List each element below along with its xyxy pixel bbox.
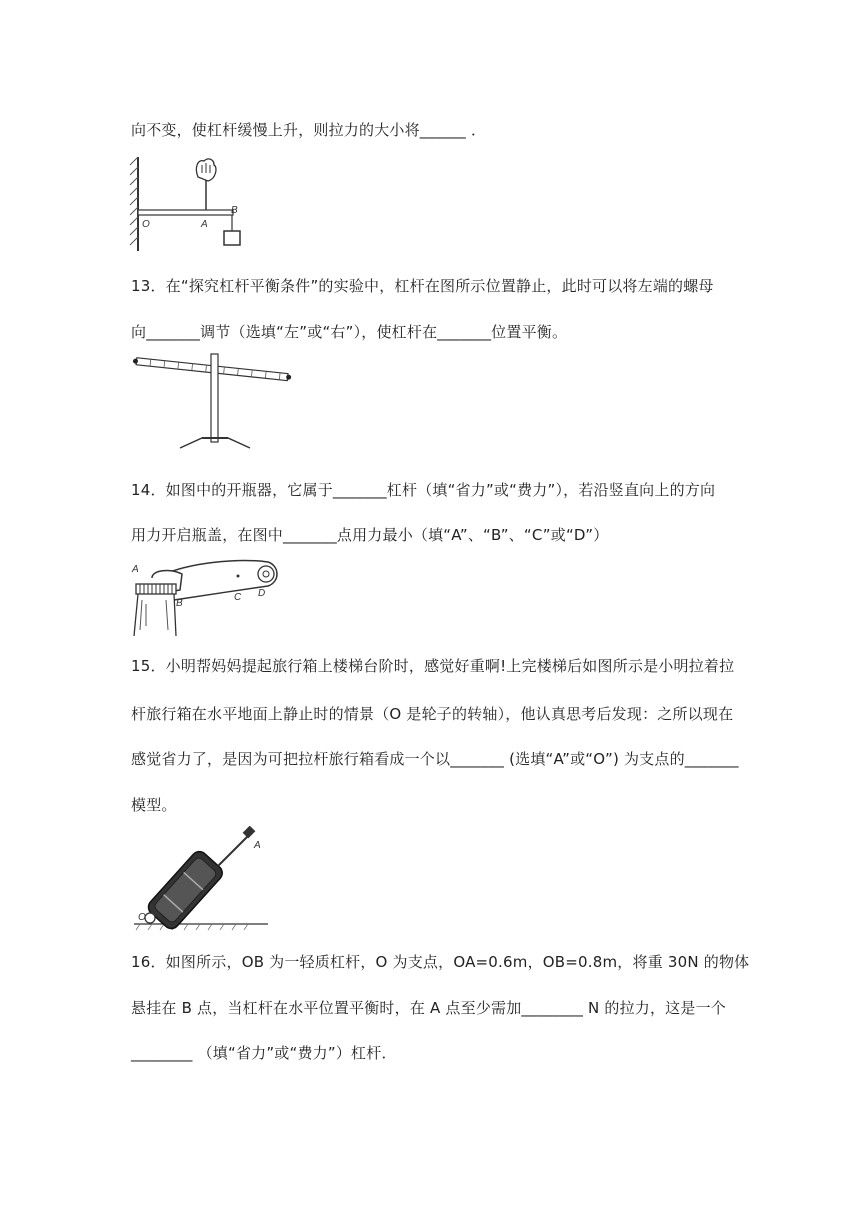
q15-text-line-2: 杆旅行箱在水平地面上静止时的情景（O 是轮子的转轴），他认真思考后发现：之所以现在 xyxy=(131,705,734,723)
label-C: C xyxy=(234,592,242,603)
q14-text-line-1: 14．如图中的开瓶器，它属于_______杠杆（填“省力”或“费力”），若沿竖直向上的方向 xyxy=(131,481,716,499)
q13-text-line-2: 向_______调节（选填“左”或“右”），使杠杆在_______位置平衡。 xyxy=(131,323,568,341)
wall-hatching xyxy=(130,157,138,245)
ground-hatching xyxy=(136,924,248,930)
label-O: O xyxy=(138,912,146,923)
q15-suitcase-figure xyxy=(130,826,270,932)
handle-rod xyxy=(218,834,250,866)
label-D: D xyxy=(258,588,266,599)
lever-bar xyxy=(138,210,233,215)
q16-text-line-1: 16．如图所示，OB 为一轻质杠杆，O 为支点，OA=0.6m，OB=0.8m，将重 30N 的物体 xyxy=(131,953,750,971)
opener-dot xyxy=(237,575,240,578)
q12-lever-figure xyxy=(128,155,248,255)
wheel-icon xyxy=(145,913,155,923)
suitcase-body xyxy=(145,848,225,932)
label-B: B xyxy=(176,598,183,609)
q14-bottle-opener-figure xyxy=(130,556,280,640)
handle-grip xyxy=(243,826,256,838)
weight-block xyxy=(224,231,240,245)
q13-text-line-1: 13．在“探究杠杆平衡条件”的实验中，杠杆在图所示位置静止，此时可以将左端的螺母 xyxy=(131,277,714,295)
label-O: O xyxy=(142,219,150,230)
label-A: A xyxy=(201,219,208,230)
q12-text-line-1: 向不变，使杠杆缓慢上升，则拉力的大小将______ ． xyxy=(131,121,487,139)
q14-text-line-2: 用力开启瓶盖，在图中_______点用力最小（填“A”、“B”、“C”或“D”） xyxy=(131,526,609,544)
stand-post xyxy=(211,354,218,442)
label-B: B xyxy=(231,205,238,216)
q16-text-line-3: ________ （填“省力”或“费力”）杠杆． xyxy=(131,1044,397,1062)
label-A: A xyxy=(132,564,139,575)
q15-text-line-4: 模型。 xyxy=(131,796,177,814)
q15-text-line-3: 感觉省力了，是因为可把拉杆旅行箱看成一个以_______ (选填“A”或“O”) 为支点的_______ xyxy=(131,750,739,768)
label-A: A xyxy=(254,840,261,851)
q16-text-line-2: 悬挂在 B 点，当杠杆在水平位置平衡时，在 A 点至少需加________ N 的拉力，这是一个 xyxy=(131,999,726,1017)
q13-lever-stand-figure xyxy=(130,348,300,452)
q15-text-line-1: 15．小明帮妈妈提起旅行箱上楼梯台阶时，感觉好重啊!上完楼梯后如图所示是小明拉着拉 xyxy=(131,657,735,675)
